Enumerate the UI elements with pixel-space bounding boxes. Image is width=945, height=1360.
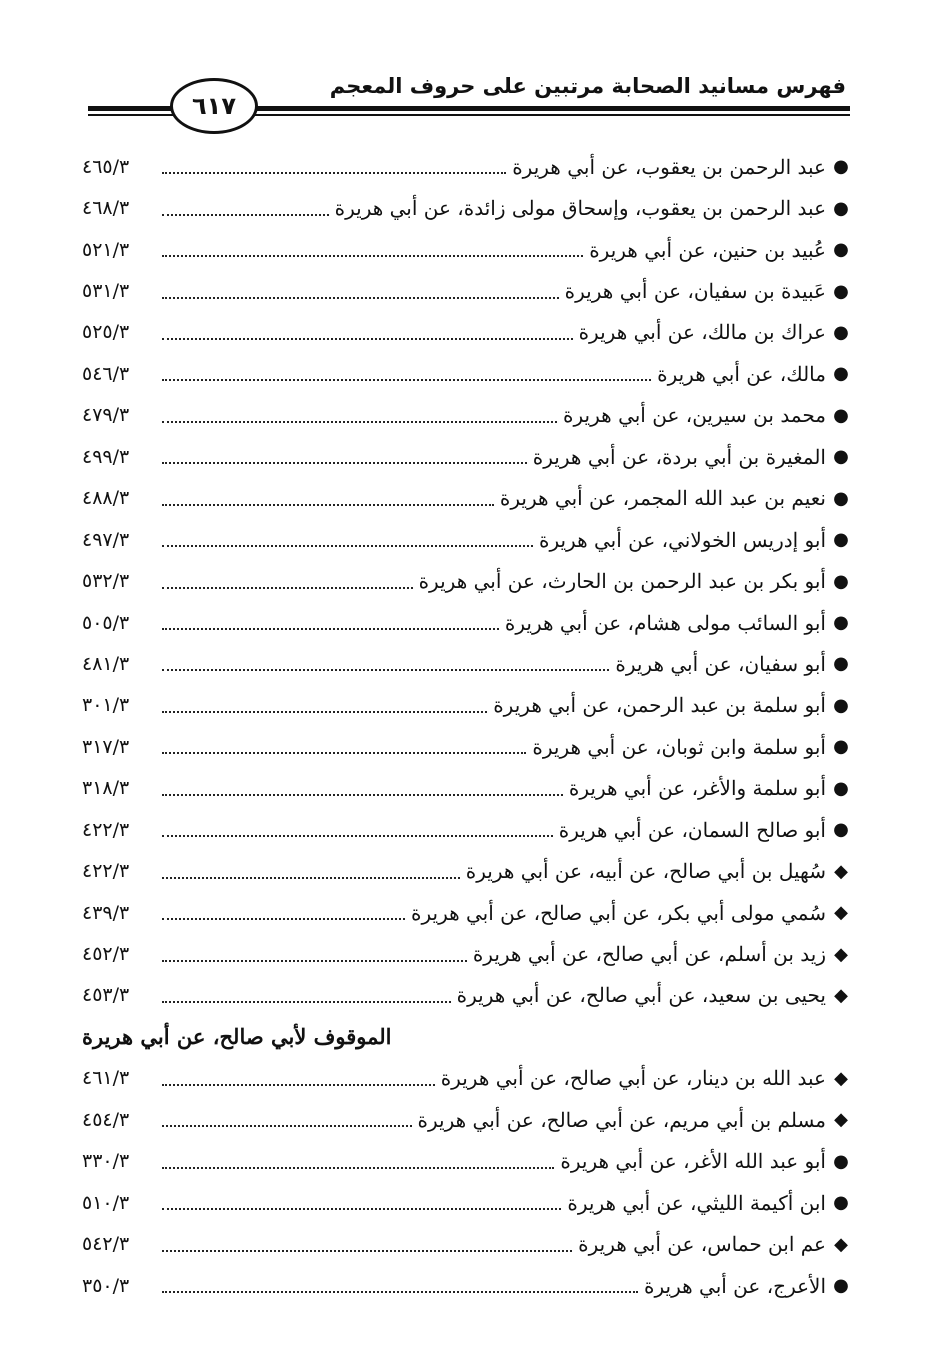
entry-label: عبد الرحمن بن يعقوب، عن أبي هريرة: [512, 154, 826, 179]
dot-leader: [162, 668, 609, 671]
index-entry: [82, 395, 852, 436]
dot-leader: [162, 1290, 638, 1293]
dot-bullet-icon: ●: [833, 487, 849, 509]
index-entry: [82, 353, 852, 394]
index-entry: [82, 975, 852, 1016]
entry-label: مالك، عن أبي هريرة: [657, 361, 826, 386]
entry-reference: ٣٠١/٣: [82, 694, 130, 717]
dot-leader: [162, 254, 583, 257]
diamond-bullet-icon: ◆: [834, 1109, 848, 1131]
dot-leader: [162, 627, 499, 630]
entry-label: يحيى بن سعيد، عن أبي صالح، عن أبي هريرة: [456, 983, 826, 1008]
dot-bullet-icon: ●: [833, 239, 849, 261]
dot-bullet-icon: ●: [833, 694, 849, 716]
dot-leader: [162, 1166, 554, 1169]
index-entry: [82, 229, 852, 270]
entry-label: عُبيد بن حنين، عن أبي هريرة: [589, 237, 826, 262]
dot-leader: [162, 337, 573, 340]
index-entry: [82, 519, 852, 560]
entry-reference: ٤٩٩/٣: [82, 445, 130, 468]
dot-bullet-icon: ●: [833, 529, 849, 551]
dot-leader: [162, 420, 557, 423]
index-entry: [82, 809, 852, 850]
dot-bullet-icon: ●: [833, 280, 849, 302]
dot-bullet-icon: ●: [833, 404, 849, 426]
index-entry: [82, 1265, 852, 1306]
entry-label: الأعرج، عن أبي هريرة: [644, 1273, 826, 1298]
dot-leader: [162, 959, 467, 962]
entry-reference: ٣١٧/٣: [82, 735, 130, 758]
entry-label: سُهيل بن أبي صالح، عن أبيه، عن أبي هريرة: [465, 859, 826, 884]
entry-label: المغيرة بن أبي بردة، عن أبي هريرة: [532, 444, 826, 469]
entry-label: عم ابن حماس، عن أبي هريرة: [578, 1232, 826, 1257]
dot-leader: [162, 461, 527, 464]
entry-reference: ٣٥٠/٣: [82, 1274, 130, 1297]
entry-reference: ٤٣٩/٣: [82, 901, 130, 924]
index-entry: [82, 1058, 852, 1099]
dot-leader: [162, 213, 329, 216]
entry-label: سُمي مولى أبي بكر، عن أبي صالح، عن أبي هريرة: [410, 900, 826, 925]
dot-bullet-icon: ●: [833, 570, 849, 592]
entry-label: محمد بن سيرين، عن أبي هريرة: [563, 403, 826, 428]
index-entry: [82, 602, 852, 643]
entry-label: عراك بن مالك، عن أبي هريرة: [578, 320, 826, 345]
index-entry: [82, 560, 852, 601]
page-number: ٦١٧: [192, 92, 236, 120]
entry-reference: ٥٤٢/٣: [82, 1233, 130, 1256]
dot-leader: [162, 586, 413, 589]
entry-label: زيد بن أسلم، عن أبي صالح، عن أبي هريرة: [472, 942, 826, 967]
entry-reference: ٥٠٥/٣: [82, 611, 130, 634]
dot-bullet-icon: ●: [833, 1275, 849, 1297]
index-entry: [82, 270, 852, 311]
dot-bullet-icon: ●: [833, 777, 849, 799]
index-entry: [82, 146, 852, 187]
entry-label: أبو بكر بن عبد الرحمن بن الحارث، عن أبي هريرة: [418, 569, 826, 594]
index-entry: [82, 643, 852, 684]
dot-bullet-icon: ●: [833, 653, 849, 675]
entry-reference: ٤٥٣/٣: [82, 984, 130, 1007]
entry-label: نعيم بن عبد الله المجمر، عن أبي هريرة: [499, 486, 826, 511]
dot-bullet-icon: ●: [833, 446, 849, 468]
dot-leader: [162, 503, 494, 506]
dot-leader: [162, 171, 506, 174]
entry-label: ابن أكيمة الليثي، عن أبي هريرة: [567, 1190, 826, 1215]
dot-leader: [162, 751, 526, 754]
entry-reference: ٤٢٢/٣: [82, 818, 130, 841]
entry-label: أبو سلمة بن عبد الرحمن، عن أبي هريرة: [493, 693, 826, 718]
dot-leader: [162, 710, 487, 713]
entry-label: أبو سفيان، عن أبي هريرة: [615, 651, 826, 676]
index-entry: [82, 685, 852, 726]
dot-bullet-icon: ●: [833, 612, 849, 634]
index-entry: [82, 1099, 852, 1140]
index-entry: [82, 1223, 852, 1264]
entry-reference: ٤٩٧/٣: [82, 528, 130, 551]
dot-bullet-icon: ●: [833, 1192, 849, 1214]
entry-label: أبو عبد الله الأغر، عن أبي هريرة: [560, 1149, 826, 1174]
dot-leader: [162, 1249, 572, 1252]
diamond-bullet-icon: ◆: [834, 1067, 848, 1089]
dot-leader: [162, 378, 651, 381]
entry-reference: ٥٢١/٣: [82, 238, 130, 261]
dot-leader: [162, 296, 559, 299]
dot-leader: [162, 793, 563, 796]
dot-bullet-icon: ●: [833, 736, 849, 758]
dot-leader: [162, 1207, 561, 1210]
diamond-bullet-icon: ◆: [834, 902, 848, 924]
index-entry: [82, 1182, 852, 1223]
dot-leader: [162, 1083, 435, 1086]
index-entry: [82, 933, 852, 974]
entry-label: أبو إدريس الخولاني، عن أبي هريرة: [538, 527, 826, 552]
dot-leader: [162, 834, 553, 837]
entry-reference: ٤٦٥/٣: [82, 155, 130, 178]
index-entry: [82, 1141, 852, 1182]
entry-label: عَبيدة بن سفيان، عن أبي هريرة: [564, 279, 826, 304]
dot-bullet-icon: ●: [833, 1150, 849, 1172]
index-entry: [82, 726, 852, 767]
diamond-bullet-icon: ◆: [834, 1233, 848, 1255]
dot-leader: [162, 1124, 412, 1127]
entry-reference: ٤٨٨/٣: [82, 487, 130, 510]
dot-leader: [162, 876, 460, 879]
entry-reference: ٤٧٩/٣: [82, 404, 130, 427]
index-entries: [82, 146, 852, 1306]
index-entry: [82, 187, 852, 228]
dot-bullet-icon: ●: [833, 363, 849, 385]
entry-reference: ٥٢٥/٣: [82, 321, 130, 344]
entry-reference: ٥٣١/٣: [82, 280, 130, 303]
page-number-oval: [170, 78, 258, 134]
index-entry: [82, 892, 852, 933]
entry-label: أبو صالح السمان، عن أبي هريرة: [558, 817, 826, 842]
entry-reference: ٤٦٨/٣: [82, 197, 130, 220]
index-entry: [82, 850, 852, 891]
entry-reference: ٤٥٤/٣: [82, 1108, 130, 1131]
entry-label: عبد الرحمن بن يعقوب، وإسحاق مولى زائدة، عن أبي هريرة: [334, 196, 826, 221]
index-entry: [82, 768, 852, 809]
entry-reference: ٣٣٠/٣: [82, 1150, 130, 1173]
entry-reference: ٥٤٦/٣: [82, 362, 130, 385]
entry-reference: ٥٣٢/٣: [82, 570, 130, 593]
dot-bullet-icon: ●: [833, 156, 849, 178]
dot-leader: [162, 1000, 451, 1003]
dot-leader: [162, 917, 405, 920]
dot-bullet-icon: ●: [833, 819, 849, 841]
dot-leader: [162, 544, 533, 547]
index-entry: [82, 312, 852, 353]
page-header: [88, 66, 850, 136]
dot-bullet-icon: ●: [833, 197, 849, 219]
dot-bullet-icon: ●: [833, 321, 849, 343]
diamond-bullet-icon: ◆: [834, 860, 848, 882]
entry-label: أبو سلمة والأغر، عن أبي هريرة: [568, 776, 826, 801]
running-title: فهرس مسانيد الصحابة مرتبين على حروف المعجم: [329, 74, 846, 98]
index-entry: [82, 478, 852, 519]
entry-label: أبو السائب مولى هشام، عن أبي هريرة: [504, 610, 826, 635]
section-heading: الموقوف لأبي صالح، عن أبي هريرة: [82, 1024, 392, 1050]
diamond-bullet-icon: ◆: [834, 943, 848, 965]
entry-label: مسلم بن أبي مريم، عن أبي صالح، عن أبي هريرة: [417, 1107, 826, 1132]
index-entry: [82, 436, 852, 477]
entry-reference: ٥١٠/٣: [82, 1191, 130, 1214]
entry-label: عبد الله بن دينار، عن أبي صالح، عن أبي هريرة: [440, 1066, 826, 1091]
entry-reference: ٣١٨/٣: [82, 777, 130, 800]
entry-reference: ٤٢٢/٣: [82, 860, 130, 883]
entry-reference: ٤٨١/٣: [82, 652, 130, 675]
entry-reference: ٤٥٢/٣: [82, 943, 130, 966]
diamond-bullet-icon: ◆: [834, 984, 848, 1006]
entry-label: أبو سلمة وابن ثوبان، عن أبي هريرة: [532, 734, 826, 759]
entry-reference: ٤٦١/٣: [82, 1067, 130, 1090]
